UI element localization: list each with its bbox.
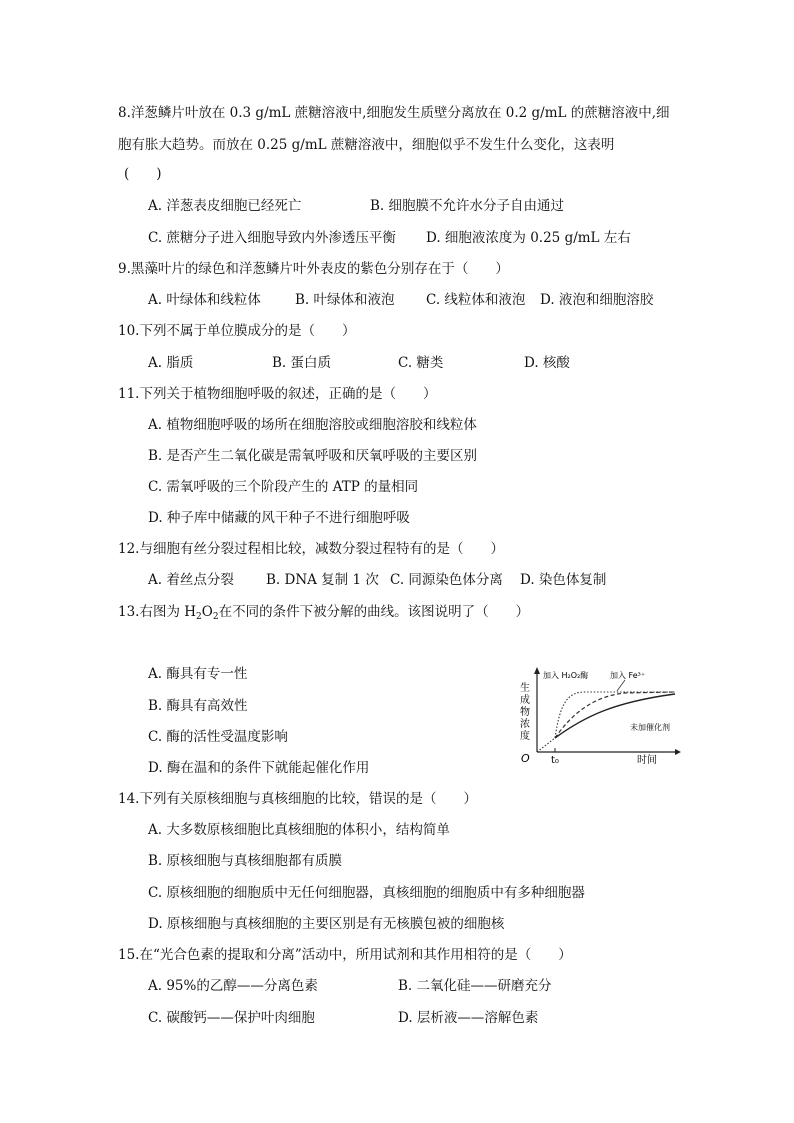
q9-option-a: A. 叶绿体和线粒体 <box>148 292 261 308</box>
q14-stem: 14.下列有关原核细胞与真核细胞的比较，错误的是（ ） <box>118 791 477 807</box>
q10-option-c: C. 糖类 <box>398 355 444 371</box>
x-label: 时间 <box>637 755 657 766</box>
q14-option-d: D. 原核细胞与真核细胞的主要区别是有无核膜包被的细胞核 <box>148 916 505 932</box>
q11-stem: 11.下列关于植物细胞呼吸的叙述，正确的是（ ） <box>118 386 437 402</box>
q9-stem: 9.黑藻叶片的绿色和洋葱鳞片叶外表皮的紫色分别存在于（ ） <box>118 261 509 277</box>
y-axis-arrow <box>534 667 540 674</box>
q15-option-c: C. 碳酸钙——保护叶肉细胞 <box>148 1010 315 1026</box>
q14-option-c: C. 原核细胞的细胞质中无任何细胞器，真核细胞的细胞质中有多种细胞器 <box>148 885 585 901</box>
q11-option-d: D. 种子库中储藏的风干种子不进行细胞呼吸 <box>148 510 410 526</box>
label-fe3: 加入 Fe³⁺ <box>610 671 646 680</box>
q10-option-b: B. 蛋白质 <box>272 355 332 371</box>
q13-formula-o: O <box>201 604 213 620</box>
label-no-catalyst: 未加催化剂 <box>630 723 670 732</box>
q13-option-d: D. 酶在温和的条件下就能起催化作用 <box>148 760 370 776</box>
q9-option-d: D. 液泡和细胞溶胶 <box>540 292 654 308</box>
q8-stem-line1: 8.洋葱鳞片叶放在 0.3 g/mL 蔗糖溶液中,细胞发生质壁分离放在 0.2 g/mL 的蔗糖溶液中,细 <box>118 105 670 121</box>
x-axis-arrow <box>675 749 681 755</box>
t0-label: t₀ <box>551 755 559 766</box>
q12-option-c: C. 同源染色体分离 <box>390 572 503 588</box>
origin-label: O <box>521 752 530 765</box>
q10-option-a: A. 脂质 <box>148 355 194 371</box>
q13-formula-sub2: 2 <box>212 612 219 622</box>
label-fe3-leader <box>617 680 625 691</box>
q10-stem: 10.下列不属于单位膜成分的是（ ） <box>118 323 356 339</box>
label-enzyme: 加入 H₂O₂酶 <box>543 671 589 680</box>
q15-option-d: D. 层析液——溶解色素 <box>398 1010 539 1026</box>
q9-option-b: B. 叶绿体和液泡 <box>295 292 395 308</box>
q13-option-b: B. 酶具有高效性 <box>148 698 248 714</box>
q8-option-d: D. 细胞液浓度为 0.25 g/mL 左右 <box>426 230 631 246</box>
q8-option-c: C. 蔗糖分子进入细胞导致内外渗透压平衡 <box>148 230 396 246</box>
q13-stem <box>118 604 529 625</box>
y-label-char-4: 浓 <box>520 719 530 730</box>
q12-option-d: D. 染色体复制 <box>520 572 607 588</box>
q15-option-a: A. 95%的乙醇——分离色素 <box>148 978 318 994</box>
curve-enzyme <box>537 692 675 752</box>
y-label-char-3: 物 <box>520 707 530 718</box>
q8-answer-paren: ( ) <box>124 166 162 182</box>
q12-stem: 12.与细胞有丝分裂过程相比较，减数分裂过程特有的是（ ） <box>118 541 504 557</box>
q11-option-b: B. 是否产生二氧化碳是需氧呼吸和厌氧呼吸的主要区别 <box>148 448 478 464</box>
q12-option-b: B. DNA 复制 1 次 <box>266 572 379 588</box>
q8-stem-line2: 胞有胀大趋势。而放在 0.25 g/mL 蔗糖溶液中，细胞似乎不发生什么变化，这表明 <box>118 137 615 153</box>
q13-formula-sub1: 2 <box>196 612 202 622</box>
q9-option-c: C. 线粒体和液泡 <box>426 292 526 308</box>
q13-option-c: C. 酶的活性受温度影响 <box>148 729 288 745</box>
q13-reaction-curve-figure <box>515 664 685 769</box>
q12-option-a: A. 着丝点分裂 <box>148 572 234 588</box>
q11-option-a: A. 植物细胞呼吸的场所在细胞溶胶或细胞溶胶和线粒体 <box>148 417 477 433</box>
q13-option-a: A. 酶具有专一性 <box>148 666 248 682</box>
q10-option-d: D. 核酸 <box>524 355 570 371</box>
y-label-char-5: 度 <box>520 731 530 742</box>
q13-stem-pre: 13.右图为 H <box>118 604 197 620</box>
q15-stem: 15.在“光合色素的提取和分离”活动中，所用试剂和其作用相符的是（ ） <box>118 947 572 963</box>
q11-option-c: C. 需氧呼吸的三个阶段产生的 ATP 的量相同 <box>148 479 419 495</box>
q14-option-b: B. 原核细胞与真核细胞都有质膜 <box>148 853 343 869</box>
q13-curve-svg <box>515 664 685 769</box>
q15-option-b: B. 二氧化硅——研磨充分 <box>398 978 552 994</box>
q13-stem-post: 在不同的条件下被分解的曲线。该图说明了（ ） <box>218 604 530 620</box>
q8-option-a: A. 洋葱表皮细胞已经死亡 <box>148 198 302 214</box>
y-label-char-2: 成 <box>520 695 530 706</box>
q8-option-b: B. 细胞膜不允许水分子自由通过 <box>370 198 565 214</box>
q14-option-a: A. 大多数原核细胞比真核细胞的体积小，结构简单 <box>148 822 450 838</box>
y-label-char-1: 生 <box>520 683 530 694</box>
